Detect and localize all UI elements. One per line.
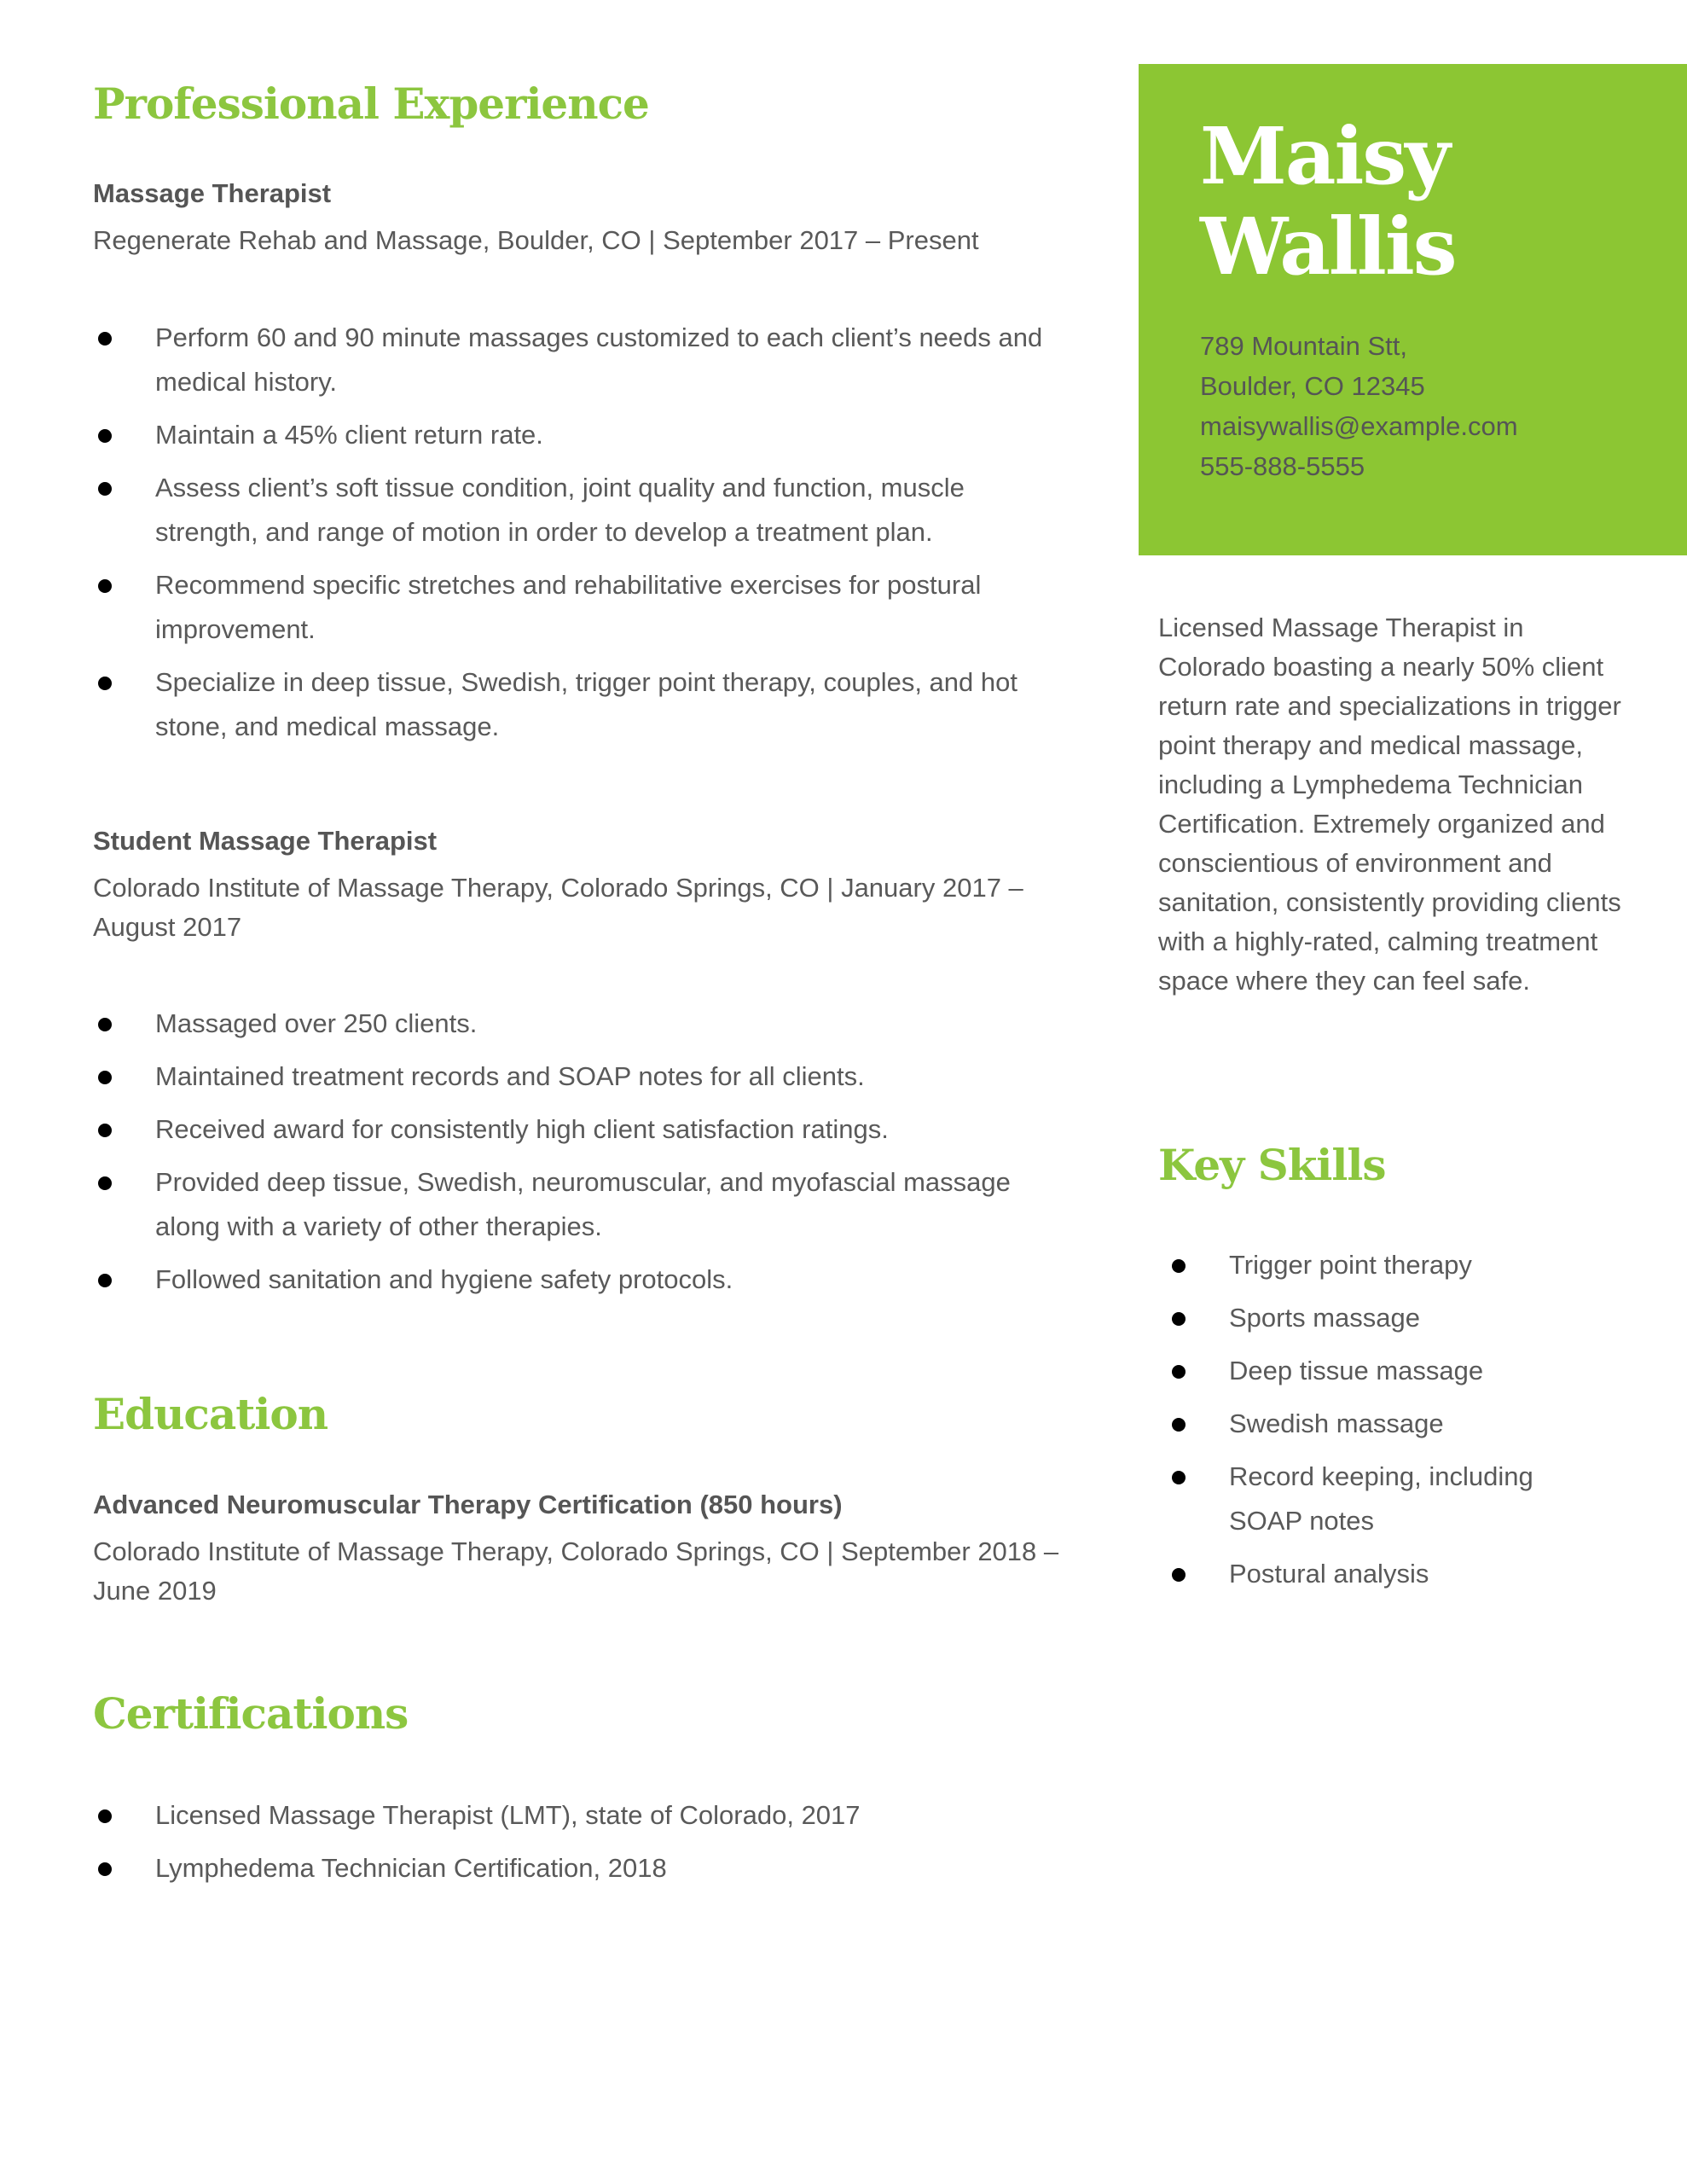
job-2 <box>93 822 1074 1310</box>
header-panel <box>1139 64 1687 555</box>
skills-heading: Key Skills <box>1158 1140 1386 1190</box>
list-item: Record keeping, including SOAP notes <box>1167 1455 1610 1543</box>
summary: Licensed Massage Therapist in Colorado boasting a nearly 50% client return rate and specializations in trigger point therapy and medical massage, including a Lymphedema Technician Certification. Extremely organized and conscientious of environment and sanitation, consistently providing clients with a highly-rated, calming treatment space where they can feel safe. <box>1158 613 1621 996</box>
list-item: Lymphedema Technician Certification, 2018 <box>93 1846 1074 1891</box>
first-name: Maisy <box>1200 110 1449 202</box>
address-line-1: 789 Mountain Stt, <box>1200 331 1407 361</box>
job-title: Student Massage Therapist <box>93 826 438 856</box>
list-item: Recommend specific stretches and rehabilitative exercises for postural improvement. <box>93 563 1074 652</box>
last-name: Wallis <box>1200 200 1456 293</box>
list-item: Received award for consistently high client satisfaction ratings. <box>93 1107 1074 1152</box>
job-subtitle: Regenerate Rehab and Massage, Boulder, CO | September 2017 – Present <box>93 225 979 255</box>
list-item: Postural analysis <box>1167 1552 1610 1596</box>
email: maisywallis@example.com <box>1200 411 1518 441</box>
list-item: Followed sanitation and hygiene safety protocols. <box>93 1258 1074 1302</box>
contact-info <box>1200 326 1518 486</box>
list-item: Trigger point therapy <box>1167 1243 1610 1287</box>
education-title: Advanced Neuromuscular Therapy Certification (850 hours) <box>93 1490 843 1519</box>
job-title: Massage Therapist <box>93 178 332 208</box>
list-item: Licensed Massage Therapist (LMT), state of Colorado, 2017 <box>93 1793 1074 1838</box>
list-item: Maintain a 45% client return rate. <box>93 413 1074 457</box>
job-subtitle: Colorado Institute of Massage Therapy, Colorado Springs, CO | January 2017 – August 2017 <box>93 873 1023 942</box>
list-item: Maintained treatment records and SOAP notes for all clients. <box>93 1054 1074 1099</box>
list-item: Sports massage <box>1167 1296 1610 1340</box>
list-item: Massaged over 250 clients. <box>93 1002 1074 1046</box>
list-item: Deep tissue massage <box>1167 1349 1610 1393</box>
education-subtitle: Colorado Institute of Massage Therapy, Colorado Springs, CO | September 2018 – June 2019 <box>93 1536 1059 1606</box>
candidate-name <box>1200 111 1456 292</box>
experience-heading: Professional Experience <box>93 78 649 129</box>
list-item: Swedish massage <box>1167 1402 1610 1446</box>
phone: 555-888-5555 <box>1200 451 1365 481</box>
education-heading: Education <box>93 1389 328 1439</box>
certifications-heading: Certifications <box>93 1688 409 1739</box>
job-1 <box>93 174 1074 758</box>
education-entry <box>93 1485 1074 1611</box>
address-line-2: Boulder, CO 12345 <box>1200 371 1425 401</box>
list-item: Assess client’s soft tissue condition, joint quality and function, muscle strength, and range of motion in order to develop a treatment plan. <box>93 466 1074 555</box>
list-item: Provided deep tissue, Swedish, neuromuscular, and myofascial massage along with a variety of other therapies. <box>93 1160 1074 1249</box>
list-item: Specialize in deep tissue, Swedish, trigger point therapy, couples, and hot stone, and medical massage. <box>93 660 1074 749</box>
list-item: Perform 60 and 90 minute massages customized to each client’s needs and medical history. <box>93 316 1074 404</box>
